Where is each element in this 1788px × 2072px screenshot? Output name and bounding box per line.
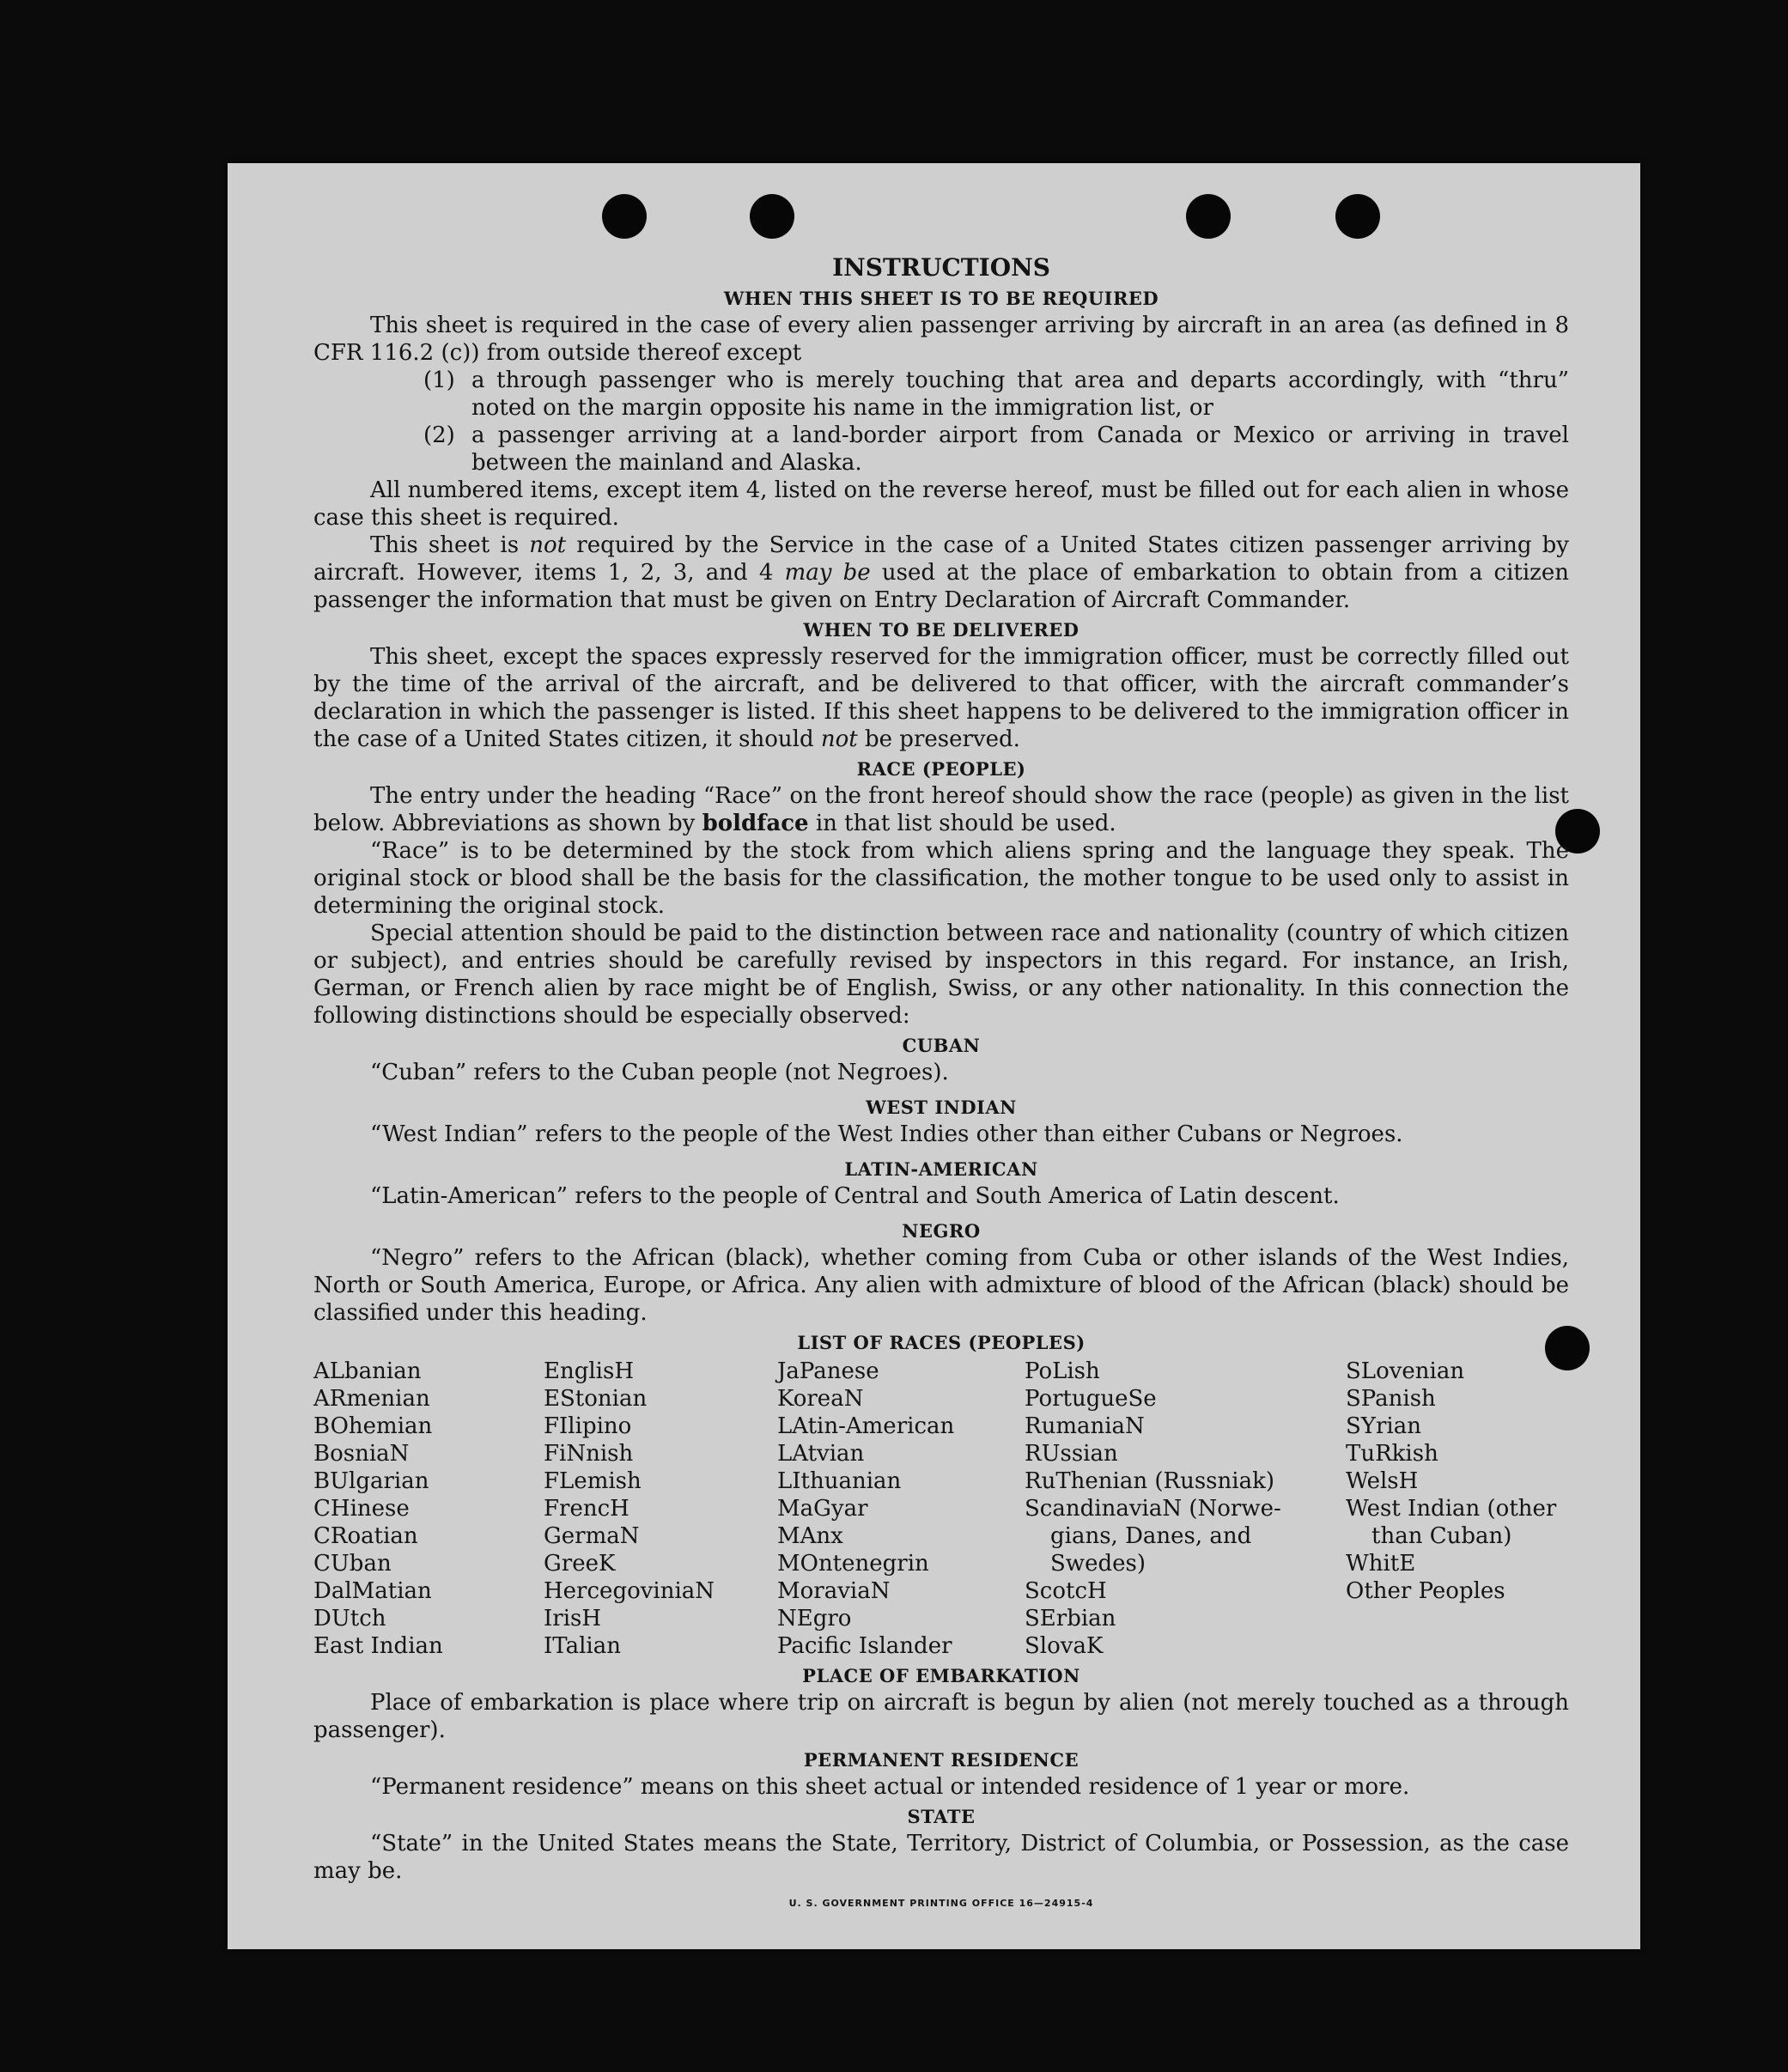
definition: “State” in the United States means the State, Territory, District of Columbia, or Possession, as the case may be.	[313, 1831, 1569, 1884]
emphasis: not	[529, 532, 567, 558]
paragraph: This sheet, except the spaces expressly reserved for the immigration officer, must be correctly filled out by the time of the arrival of the aircraft, and be delivered to that officer, with the aircraft commander’s declaration in which the passenger is listed. If this sheet happens to be delivered to the immigration officer in the case of a United States citizen, it should not be preserved.	[313, 644, 1569, 752]
race-entry: than Cuban)	[1371, 1523, 1512, 1549]
race-entry: FLemish	[544, 1468, 642, 1494]
race-entry: MoraviaN	[777, 1578, 891, 1604]
page-title: INSTRUCTIONS	[832, 253, 1050, 282]
race-entry: CHinese	[313, 1496, 410, 1522]
race-entry: BUlgarian	[313, 1468, 429, 1494]
definition: Place of embarkation is place where trip on aircraft is begun by alien (not merely touched as a through passenger).	[313, 1690, 1569, 1743]
emphasis: not	[820, 726, 858, 752]
race-entry: Pacific Islander	[777, 1633, 952, 1659]
race-column	[1346, 1358, 1569, 1660]
item-text: a through passenger who is merely touching that area and departs accordingly, with “thru” noted on the margin opposite his name in the immigration list, or	[471, 368, 1569, 421]
item-number: (2)	[423, 422, 455, 448]
paragraph: This sheet is required in the case of every alien passenger arriving by aircraft in an area (as defined in 8 CFR 116.2 (c)) from outside thereof except	[313, 313, 1569, 366]
race-entry: PoLish	[1025, 1358, 1100, 1384]
race-entry: FIlipino	[544, 1413, 632, 1439]
definition: “Permanent residence” means on this sheet actual or intended residence of 1 year or more.	[370, 1774, 1410, 1800]
paragraph: “Race” is to be determined by the stock from which aliens spring and the language they speak. The original stock or blood shall be the basis for the classification, the mother tongue to be used only to assist in determining the original stock.	[313, 838, 1569, 919]
race-entry: BosniaN	[313, 1441, 410, 1467]
race-list	[313, 1358, 1569, 1660]
heading-latin-american: LATIN-AMERICAN	[844, 1158, 1038, 1180]
punch-hole	[750, 194, 794, 239]
race-entry: DUtch	[313, 1606, 386, 1631]
definition: “West Indian” refers to the people of the West Indies other than either Cubans or Negroes.	[370, 1121, 1403, 1147]
heading-cuban: CUBAN	[902, 1035, 981, 1056]
emphasis: boldface	[702, 811, 809, 836]
race-entry: SLovenian	[1346, 1358, 1465, 1384]
printer-imprint: U. S. GOVERNMENT PRINTING OFFICE 16—24915-4	[788, 1898, 1094, 1909]
exception-item	[313, 367, 1569, 422]
heading-when-required: WHEN THIS SHEET IS TO BE REQUIRED	[723, 288, 1159, 309]
heading-state: STATE	[907, 1806, 976, 1827]
heading-race: RACE (PEOPLE)	[856, 758, 1026, 780]
race-entry: GermaN	[544, 1523, 640, 1549]
race-entry: LIthuanian	[777, 1468, 902, 1494]
race-entry: RuThenian (Russniak)	[1025, 1468, 1274, 1494]
race-entry: RUssian	[1025, 1441, 1118, 1467]
race-entry: JaPanese	[777, 1358, 879, 1384]
race-entry: ScandinaviaN (Norwe-	[1025, 1496, 1281, 1522]
instructions-content	[313, 253, 1569, 1917]
race-entry: CRoatian	[313, 1523, 418, 1549]
race-entry: PortugueSe	[1025, 1386, 1157, 1412]
race-entry: WhitE	[1346, 1551, 1416, 1577]
definition: “Cuban” refers to the Cuban people (not Negroes).	[370, 1060, 949, 1085]
race-entry: MOntenegrin	[777, 1551, 929, 1577]
punch-hole	[602, 194, 647, 239]
race-entry: East Indian	[313, 1633, 443, 1659]
race-entry: West Indian (other	[1346, 1496, 1557, 1522]
item-text: a passenger arriving at a land-border airport from Canada or Mexico or arriving in travel between the mainland and Alaska.	[471, 422, 1569, 476]
race-entry: HercegoviniaN	[544, 1578, 715, 1604]
race-entry: DalMatian	[313, 1578, 432, 1604]
paragraph: This sheet is not required by the Service in the case of a United States citizen passenger arriving by aircraft. However, items 1, 2, 3, and 4 may be used at the place of embarkation to obtain from a citizen passenger the information that must be given on Entry Declaration of Aircraft Commander.	[313, 532, 1569, 613]
race-entry: LAtin-American	[777, 1413, 955, 1439]
race-entry: gians, Danes, and	[1050, 1523, 1252, 1549]
race-column	[777, 1358, 1025, 1660]
definition: “Negro” refers to the African (black), whether coming from Cuba or other islands of the West Indies, North or South America, Europe, or Africa. Any alien with admixture of blood of the African (black) should be classified under this heading.	[313, 1245, 1569, 1326]
race-entry: SlovaK	[1025, 1633, 1104, 1659]
race-entry: EStonian	[544, 1386, 648, 1412]
definition: “Latin-American” refers to the people of Central and South America of Latin descent.	[370, 1183, 1340, 1209]
heading-when-delivered: WHEN TO BE DELIVERED	[803, 619, 1079, 641]
race-entry: EnglisH	[544, 1358, 635, 1384]
heading-list-of-races: LIST OF RACES (PEOPLES)	[797, 1332, 1086, 1353]
race-entry: WelsH	[1346, 1468, 1419, 1494]
paragraph: The entry under the heading “Race” on the front hereof should show the race (people) as given in the list below. Abbreviations as shown by boldface in that list should be used.	[313, 783, 1569, 836]
race-entry: MaGyar	[777, 1496, 868, 1522]
race-entry: CUban	[313, 1551, 392, 1577]
punch-hole	[1335, 194, 1380, 239]
race-entry: BOhemian	[313, 1413, 433, 1439]
race-entry: Swedes)	[1050, 1551, 1146, 1577]
document-sheet	[228, 163, 1640, 1949]
race-entry: KoreaN	[777, 1386, 864, 1412]
race-column	[313, 1358, 544, 1660]
race-entry: ITalian	[544, 1633, 621, 1659]
race-entry: SPanish	[1346, 1386, 1436, 1412]
race-entry: ALbanian	[313, 1358, 422, 1384]
race-entry: LAtvian	[777, 1441, 865, 1467]
heading-permanent-residence: PERMANENT RESIDENCE	[803, 1749, 1079, 1771]
race-entry: MAnx	[777, 1523, 843, 1549]
race-entry: FrencH	[544, 1496, 629, 1522]
race-entry: IrisH	[544, 1606, 602, 1631]
race-entry: TuRkish	[1346, 1441, 1438, 1467]
race-entry: ARmenian	[313, 1386, 430, 1412]
paragraph: All numbered items, except item 4, listed on the reverse hereof, must be filled out for each alien in whose case this sheet is required.	[313, 477, 1569, 531]
race-entry: RumaniaN	[1025, 1413, 1145, 1439]
race-entry: GreeK	[544, 1551, 616, 1577]
race-column	[544, 1358, 777, 1660]
race-entry: NEgro	[777, 1606, 852, 1631]
emphasis: may be	[784, 560, 871, 586]
race-entry: Other Peoples	[1346, 1578, 1505, 1604]
race-entry: SYrian	[1346, 1413, 1421, 1439]
race-entry: SErbian	[1025, 1606, 1116, 1631]
race-entry: ScotcH	[1025, 1578, 1107, 1604]
exception-item	[313, 422, 1569, 477]
punch-hole	[1186, 194, 1231, 239]
heading-negro: NEGRO	[902, 1220, 981, 1242]
heading-embarkation: PLACE OF EMBARKATION	[802, 1665, 1080, 1686]
heading-west-indian: WEST INDIAN	[866, 1097, 1017, 1118]
paragraph: Special attention should be paid to the distinction between race and nationality (country of which citizen or subject), and entries should be carefully revised by inspectors in this regard. For instance, an Irish, German, or French alien by race might be of English, Swiss, or any other nationality. In this connection the following distinctions should be especially observed:	[313, 921, 1569, 1029]
race-entry: FiNnish	[544, 1441, 634, 1467]
item-number: (1)	[423, 368, 455, 393]
race-column	[1025, 1358, 1346, 1660]
